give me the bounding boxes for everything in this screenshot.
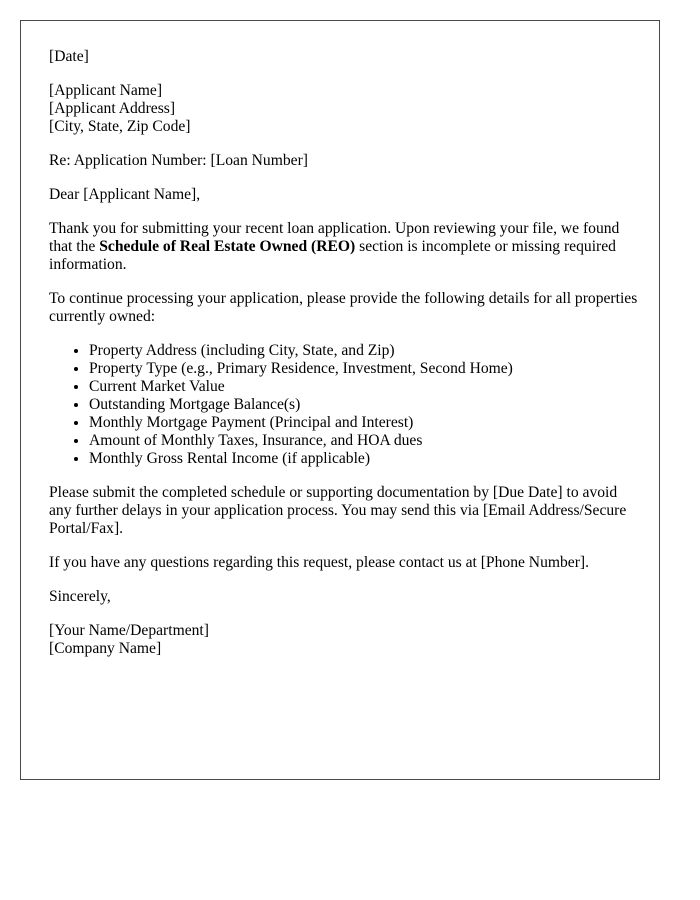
letter-date: [Date]	[49, 48, 89, 65]
recipient-block	[49, 82, 639, 136]
letter-salutation: Dear [Applicant Name],	[49, 186, 201, 203]
list-item: • Monthly Mortgage Payment (Principal and Interest)	[89, 414, 639, 432]
list-item: • Property Address (including City, State, and Zip)	[89, 342, 639, 360]
recipient-address: [Applicant Address]	[49, 100, 176, 117]
list-item: • Outstanding Mortgage Balance(s)	[89, 396, 639, 414]
letter-subject: Re: Application Number: [Loan Number]	[49, 152, 308, 169]
intro-text-start: Thank you for submitting your recent loan application. Upon reviewing your file, we found that the	[49, 220, 620, 255]
letter-body	[49, 48, 639, 674]
letter-closing: Sincerely,	[49, 588, 111, 605]
questions-paragraph: If you have any questions regarding this request, please contact us at [Phone Number].	[49, 554, 589, 571]
recipient-city-state-zip: [City, State, Zip Code]	[49, 118, 191, 135]
required-details-list	[49, 342, 639, 468]
intro-bold-section: Schedule of Real Estate Owned (REO)	[99, 238, 356, 255]
signature-block	[49, 622, 639, 658]
recipient-name: [Applicant Name]	[49, 82, 163, 99]
list-item: • Current Market Value	[89, 378, 639, 396]
list-item: • Property Type (e.g., Primary Residence, Investment, Second Home)	[89, 360, 639, 378]
signature-name-department: [Your Name/Department]	[49, 622, 209, 639]
submission-paragraph: Please submit the completed schedule or supporting documentation by [Due Date] to avoid any further delays in your application process. You may send this via [Email Address/Secure Portal/Fax].	[49, 484, 627, 537]
intro-paragraph	[49, 220, 639, 274]
signature-company: [Company Name]	[49, 640, 162, 657]
intro-text-end: section is incomplete or missing required information.	[49, 238, 616, 273]
request-paragraph: To continue processing your application, please provide the following details for all properties currently owned:	[49, 290, 638, 325]
list-item: • Amount of Monthly Taxes, Insurance, and HOA dues	[89, 432, 639, 450]
list-item: • Monthly Gross Rental Income (if applicable)	[89, 450, 639, 468]
